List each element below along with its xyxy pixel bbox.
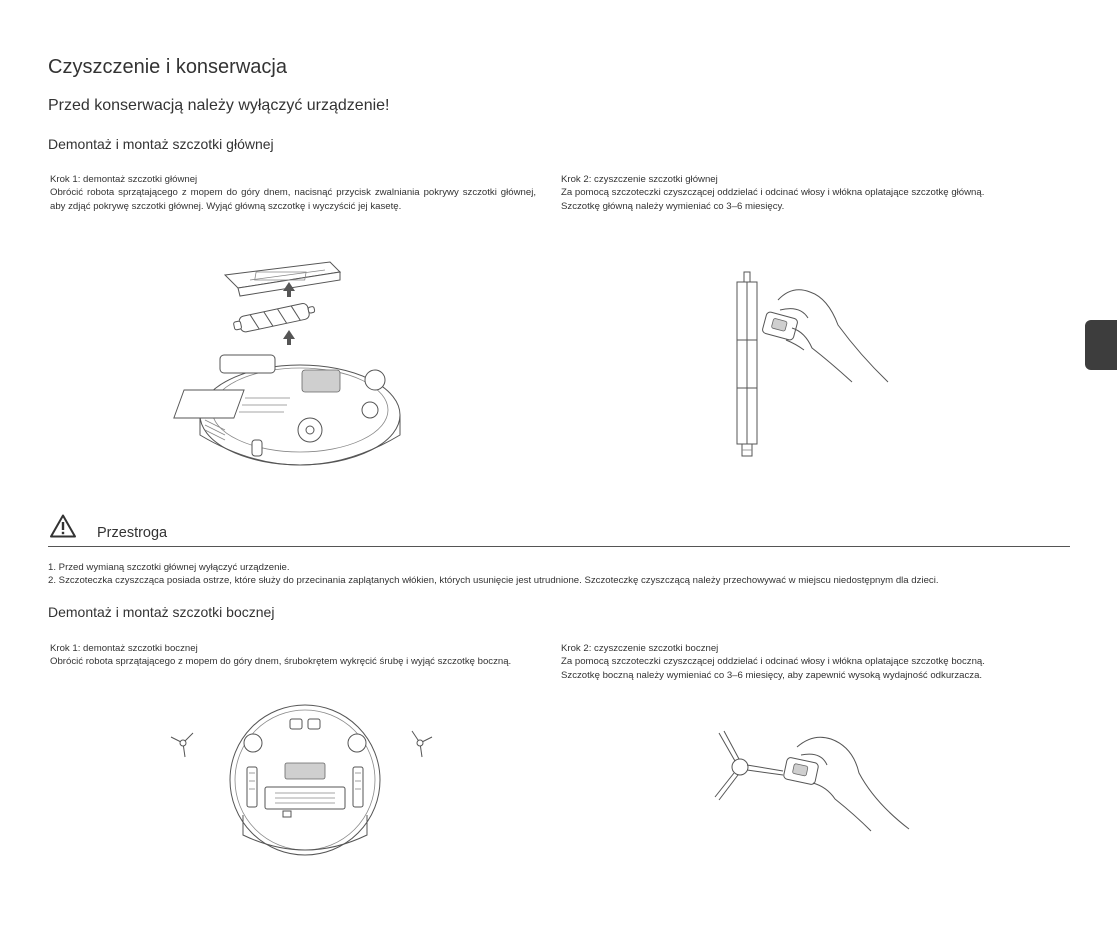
caution-note-1: 1. Przed wymianą szczotki głównej wyłączyć urządzenie. <box>48 562 290 573</box>
side-brush-step1-title: Krok 1: demontaż szczotki bocznej <box>50 643 198 654</box>
side-brush-step2 <box>561 642 1081 682</box>
caution-notes <box>48 561 939 587</box>
side-brush-removal-illustration <box>165 705 455 865</box>
warning-heading: Przed konserwacją należy wyłączyć urządzenie! <box>48 97 390 114</box>
main-brush-step2-line1: Za pomocą szczoteczki czyszczącej oddzielać i odcinać włosy i włókna oplatające szczotkę główną. <box>561 187 985 199</box>
side-brush-step2-line2: Szczotkę boczną należy wymieniać co 3–6 miesięcy, aby zapewnić wysoką wydajność odkurzacza. <box>561 669 983 681</box>
side-brush-step2-line1: Za pomocą szczoteczki czyszczącej oddzielać i odcinać włosy i włókna oplatające szczotkę boczną. <box>561 656 985 668</box>
caution-note-2: 2. Szczoteczka czyszcząca posiada ostrze, które służy do przecinania zaplątanych włókien, których usunięcie jest utrudnione. Szczoteczkę czyszczącą należy przechowywać w miejscu niedostępnym dla dzieci. <box>48 575 939 586</box>
main-brush-step1 <box>50 173 536 213</box>
caution-divider <box>48 546 1070 547</box>
side-brush-step1 <box>50 642 536 669</box>
main-brush-step1-text: Obrócić robota sprzątającego z mopem do góry dnem, nacisnąć przycisk zwalniania pokrywy szczotki głównej, aby zdjąć pokrywę szczotki głównej. Wyjąć główną szczotkę i wyczyścić jej kasetę. <box>50 187 536 212</box>
main-brush-cleaning-illustration <box>720 270 900 460</box>
warning-triangle-icon <box>50 514 76 538</box>
main-brush-step2 <box>561 173 1081 213</box>
main-brush-removal-illustration <box>190 250 420 480</box>
page-title: Czyszczenie i konserwacja <box>48 56 287 78</box>
section-tab-marker <box>1085 320 1117 370</box>
caution-title: Przestroga <box>97 525 168 541</box>
main-brush-heading: Demontaż i montaż szczotki głównej <box>48 136 274 152</box>
side-brush-cleaning-illustration <box>705 725 915 845</box>
side-brush-step1-text: Obrócić robota sprzątającego z mopem do góry dnem, śrubokrętem wykręcić śrubę i wyjąć szczotkę boczną. <box>50 656 512 668</box>
side-brush-step2-title: Krok 2: czyszczenie szczotki bocznej <box>561 643 719 654</box>
side-brush-heading: Demontaż i montaż szczotki bocznej <box>48 604 275 620</box>
main-brush-step2-title: Krok 2: czyszczenie szczotki głównej <box>561 174 718 185</box>
main-brush-step1-title: Krok 1: demontaż szczotki głównej <box>50 174 198 185</box>
main-brush-step2-line2: Szczotkę główną należy wymieniać co 3–6 miesięcy. <box>561 200 785 212</box>
